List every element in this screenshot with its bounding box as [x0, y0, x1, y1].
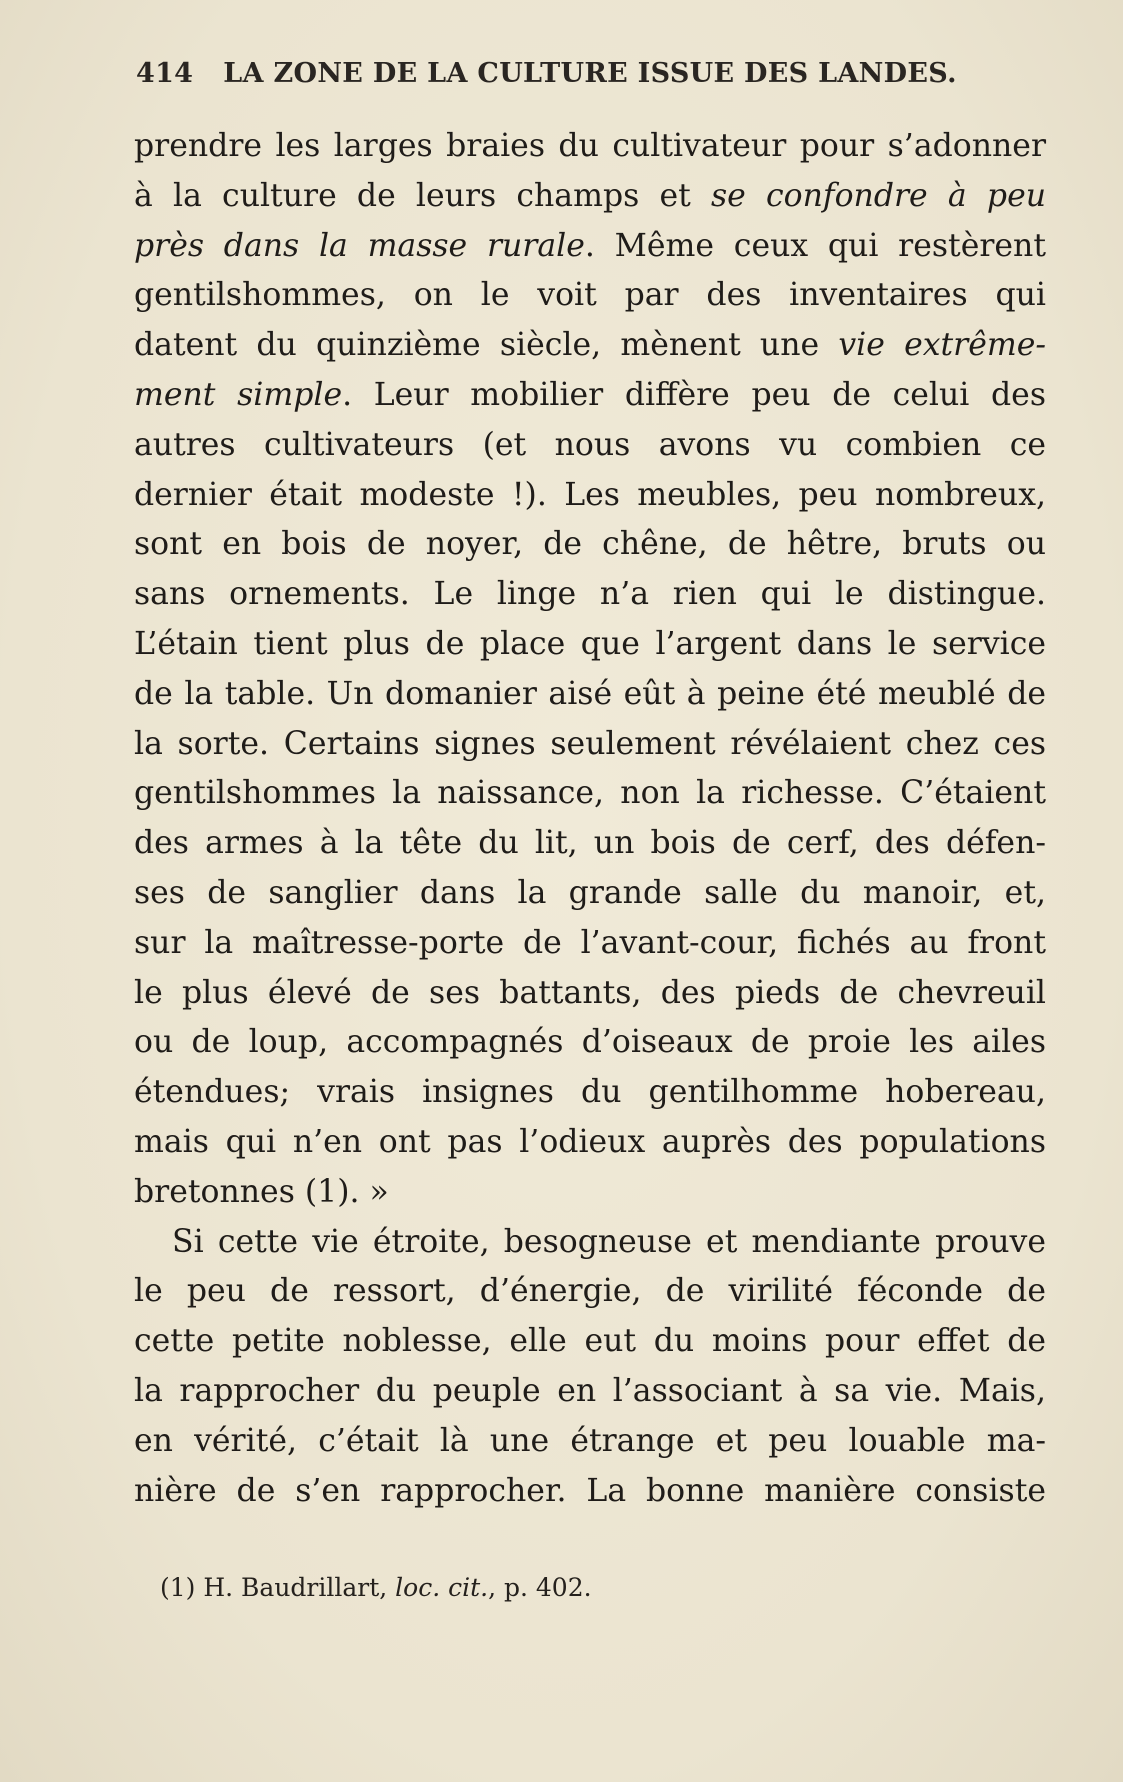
text-line: sont en bois de noyer, de chêne, de hêtre, bruts ou — [134, 526, 1046, 563]
text-line — [134, 371, 1046, 421]
text-line: le plus élevé de ses battants, des pieds de chevreuil — [134, 974, 1046, 1011]
text-line: ses de sanglier dans la grande salle du manoir, et, — [134, 874, 1046, 911]
text-run: datent du quinzième siècle, mènent une — [134, 327, 839, 364]
text-line: bretonnes (1). » — [134, 1173, 389, 1210]
text-line: la sorte. Certains signes seulement révélaient chez ces — [134, 725, 1046, 762]
running-title: LA ZONE DE LA CULTURE ISSUE DES LANDES. — [223, 58, 957, 89]
text-line: sans ornements. Le linge n’a rien qui le distingue. — [134, 576, 1046, 613]
footnote — [160, 1573, 592, 1602]
text-line: dernier était modeste !). Les meubles, peu nombreux, — [134, 476, 1046, 513]
text-line: la rapprocher du peuple en l’associant à sa vie. Mais, — [134, 1372, 1046, 1409]
text-line: des armes à la tête du lit, un bois de cerf, des défen- — [134, 825, 1046, 862]
text-line: ou de loup, accompagnés d’oiseaux de proie les ailes — [134, 1024, 1046, 1061]
text-line: gentilshommes la naissance, non la richesse. C’étaient — [134, 775, 1046, 812]
text-line — [134, 172, 1046, 222]
running-head — [136, 58, 966, 89]
text-line: L’étain tient plus de place que l’argent dans le service — [134, 625, 1046, 662]
text-line: sur la maîtresse-porte de l’avant-cour, fichés au front — [134, 924, 1046, 961]
text-line: gentilshommes, on le voit par des inventaires qui — [134, 277, 1046, 314]
text-line: nière de s’en rapprocher. La bonne manière consiste — [134, 1472, 1046, 1509]
body-text — [134, 122, 1046, 1516]
text-line: cette petite noblesse, elle eut du moins pour effet de — [134, 1323, 1046, 1360]
text-run: . Leur mobilier diffère peu de celui des — [342, 376, 1046, 413]
footnote-text: (1) H. Baudrillart, — [160, 1573, 396, 1602]
text-line: étendues; vrais insignes du gentilhomme hobereau, — [134, 1074, 1046, 1111]
italic-run: ment simple — [134, 376, 343, 413]
footnote-text: , p. 402. — [488, 1573, 592, 1602]
text-line: Si cette vie étroite, besogneuse et mendiante prouve — [172, 1223, 1046, 1260]
text-line — [134, 222, 1046, 272]
italic-run: vie extrême- — [838, 327, 1046, 364]
text-line: de la table. Un domanier aisé eût à peine été meublé de — [134, 675, 1046, 712]
italic-run: près dans la masse rurale — [134, 227, 585, 264]
text-line: en vérité, c’était là une étrange et peu louable ma- — [134, 1422, 1046, 1459]
text-line: mais qui n’en ont pas l’odieux auprès des populations — [134, 1123, 1046, 1160]
text-line — [134, 321, 1046, 371]
text-line: autres cultivateurs (et nous avons vu combien ce — [134, 426, 1046, 463]
footnote-italic: loc. cit. — [395, 1573, 489, 1602]
text-line: prendre les larges braies du cultivateur pour s’adonner — [134, 128, 1046, 164]
italic-run: se confondre à peu — [711, 177, 1046, 214]
text-run: . Même ceux qui restèrent — [584, 227, 1046, 264]
text-line: le peu de ressort, d’énergie, de virilité féconde de — [134, 1273, 1046, 1310]
text-run: à la culture de leurs champs et — [134, 177, 712, 214]
page-number: 414 — [136, 58, 194, 89]
